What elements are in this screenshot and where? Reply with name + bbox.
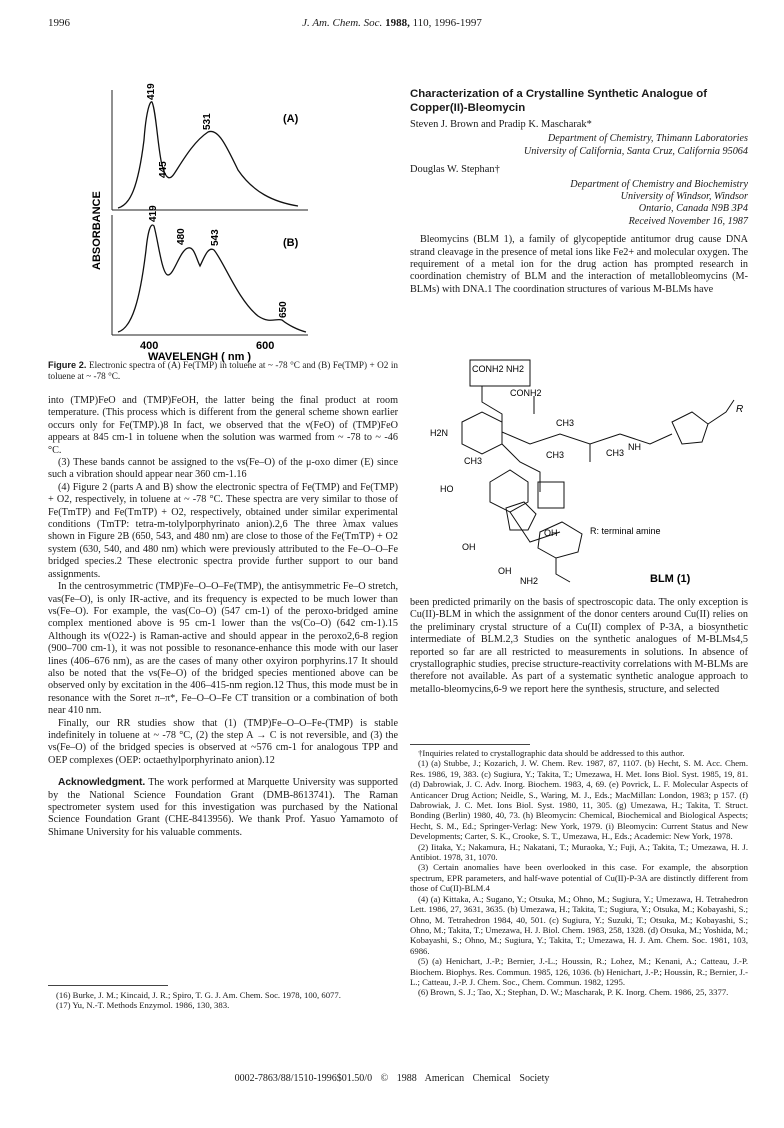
left-paragraph: (3) These bands cannot be assigned to the νs(Fe–O) of the μ-oxo dimer (E) since such a vibration should appear near 360 cm-1.16	[48, 457, 398, 481]
footnote: (1) (a) Stubbe, J.; Kozarich, J. W. Chem. Rev. 1987, 87, 1107. (b) Hecht, S. M. Acc. Chem. Res. 1986, 19, 383. (c) Sugiura, Y.; Takita, T.; Umezawa, H. Met. Ions Biol. Syst. 1985, 19, 81. (d) Dabrowiak, J. C. Adv. Inorg. Biochem. 1983, 4, 69. (e) Povrick, L. F. Molecular Aspects of Anticancer Drug Action; Neidle, S., Waring, M. J., Eds.; MacMillan: London, 1983; p 157. (f) Dabrowiak, J. C. Met. Ions Biol. Syst. 1980, 11, 305. (g) Umezawa, H.; Takita, T. Struct. Bonding (Berlin) 1980, 40, 73. (h) Bleomycin: Chemical, Biochemical and Biological Aspects; Hecht, S. M., Ed.; Springer-Verlag: New York, 1979. (i) Bleomycin: Current Status and New Developments; Carter, S. K., Crooke, S. T., Umezawa, H., Eds.; Academic: New York, 1978.	[410, 758, 748, 842]
right-footnotes	[410, 748, 748, 998]
authors-2: Douglas W. Stephan†	[410, 164, 500, 176]
affiliation-line: Department of Chemistry, Thimann Laboratories	[547, 133, 748, 145]
journal-year: 1988,	[385, 17, 410, 29]
label-h2n: H2N	[430, 428, 449, 438]
label-ch3-c: CH3	[546, 450, 565, 460]
caption-label: Figure 2.	[48, 360, 87, 370]
label-ch3-b: CH3	[464, 456, 483, 466]
page-number: 1996	[48, 17, 70, 29]
affiliation-line: University of California, Santa Cruz, California 95064	[523, 145, 748, 157]
label-nh2-b: NH2	[520, 576, 539, 586]
figure-2-caption	[48, 360, 398, 382]
figure-2-spectra	[48, 70, 398, 370]
affiliation-line: Department of Chemistry and Biochemistry	[570, 178, 748, 190]
left-paragraph: Finally, our RR studies show that (1) (TMP)Fe–O–O–Fe-(TMP) is stable indefinitely in toluene at ~ -78 °C, (2) the step A → C is not reversible, and (3) the νs(Fe–O) of the bridged species is observed at ~576 cm-1 for analogous TPP and OEP complexes (OEP: octaethylporphyrinato anion).12	[48, 717, 398, 766]
label-ch3-a: CH3	[556, 418, 575, 428]
compound-label: BLM (1)	[650, 573, 691, 585]
affiliation-2	[410, 179, 748, 229]
left-column	[48, 395, 398, 839]
page-footer	[0, 1073, 784, 1084]
continued-paragraph: been predicted primarily on the basis of spectroscopic data. The only exception is Cu(II)-BLM in which the assignment of the donor centers around Cu(II) relies on the preliminary crystal structure of a Cu(II) complex of P-3A, a biosynthetic intermediate of BLM.2,3 Studies on the synthetic analogues of M-BLMs4,5 reported so far are all restricted to measurements in solutions. In absence of crystallographic studies, precise structure-reactivity correlations with M-BLMs are therefore not available. As part of a systematic synthetic analogue approach to metallo-bleomycins,6-9 we report here the synthesis, structure, and selected	[410, 597, 748, 695]
ack-label: Acknowledgment.	[58, 777, 146, 789]
received-date: Received November 16, 1987	[628, 215, 748, 227]
running-head	[0, 17, 784, 29]
y-axis-label: ABSORBANCE	[91, 191, 103, 270]
right-column	[410, 88, 748, 296]
label-conh2-a: CONH2	[472, 364, 504, 374]
peak-a-445: 445	[158, 161, 169, 178]
label-r-definition: R: terminal amine	[590, 526, 661, 536]
affiliation-line: Ontario, Canada N9B 3P4	[638, 203, 748, 215]
bleomycin-structure	[410, 352, 748, 592]
label-r: R	[736, 404, 744, 415]
footnote: (5) (a) Henichart, J.-P.; Bernier, J.-L.; Houssin, R.; Lohez, M.; Kenani, A.; Catteau, J.-P. Biochem. Biophys. Res. Commun. 1985, 126, 1036. (b) Henichart, J.-P.; Houssin, R.; Bernier, J.-L.; Catteau, J.-P. J. Chem. Soc., Chem. Commun. 1982, 1295.	[410, 956, 748, 987]
footnote: (4) (a) Kittaka, A.; Sugano, Y.; Otsuka, M.; Ohno, M.; Sugiura, Y.; Umezawa, H. Tetrahedron Lett. 1986, 27, 3631, 3635. (b) Umezawa, H.; Takita, T.; Sugiura, Y.; Otsuka, M.; Kobayashi, S.; Ohno, M. Tetrahedron 1984, 40, 501. (c) Sugiura, Y.; Suzuki, T.; Otsuka, M.; Kobayashi, S.; Ohno, M.; Takita, T.; Umezawa, H. J. Biol. Chem. 1983, 258, 1328. (d) Otsuka, M.; Yoshida, M.; Kobayashi, S.; Ohno, M.; Sugiura, Y.; Takita, T.; Umezawa, H. J. Am. Chem. Soc. 1981, 103, 6986.	[410, 893, 748, 956]
label-oh-a: OH	[462, 542, 476, 552]
peak-a-419: 419	[146, 83, 157, 100]
right-column-continued	[410, 597, 748, 696]
x-tick-400: 400	[140, 340, 159, 352]
copyright: © 1988 American Chemical Society	[380, 1073, 550, 1084]
label-ho: HO	[440, 484, 454, 494]
footnote: (16) Burke, J. M.; Kincaid, J. R.; Spiro, T. G. J. Am. Chem. Soc. 1978, 100, 6077.	[56, 990, 341, 1000]
footnote: (2) Iitaka, Y.; Nakamura, H.; Nakatani, T.; Muraoka, Y.; Fuji, A.; Takita, T.; Umezawa, H. J. Antibiot. 1978, 31, 1070.	[410, 841, 748, 863]
peak-a-531: 531	[202, 113, 213, 130]
right-footnote-rule	[410, 744, 530, 745]
peak-b-480: 480	[176, 228, 187, 245]
x-axis-label: WAVELENGH ( nm )	[148, 351, 252, 363]
affiliation-line: University of Windsor, Windsor	[620, 191, 748, 203]
label-conh2-b: CONH2	[510, 388, 542, 398]
journal-volume: 110, 1996-1997	[412, 17, 482, 29]
article-code: 0002-7863/88/1510-1996$01.50/0	[234, 1073, 373, 1084]
footnote: (6) Brown, S. J.; Tao, X.; Stephan, D. W.; Mascharak, P. K. Inorg. Chem. 1986, 25, 3377.	[418, 987, 729, 998]
left-paragraph: In the centrosymmetric (TMP)Fe–O–O–Fe(TMP), the antisymmetric Fe–O stretch, νas(Fe–O), is only IR-active, and its frequency is expected to be much lower than νs(Fe–O). For example, the νas(Co–O) (547 cm-1) of the peroxo-bridged amine complex mentioned above is 95 cm-1 lower than the νs(Co–O) (642 cm-1).15 Although its ν(O22-) is Raman-active and should appear in the peroxo2,6-8 region (900–700 cm-1), it was not possible to resonance-enhance this mode with our laser lines (406–676 nm), as are the cases of many other oxyiron porphyrins.17 It should also be noted that the νs(Fe–O) of the bridged species mentioned above can be observed only by excitation in the 406–415-nm region.12 Thus, this mode must be in resonance with the Soret π–π*, Fe–O–O–Fe CT transition or a combination of both near 410 nm.	[48, 581, 398, 717]
intro-paragraph: Bleomycins (BLM 1), a family of glycopeptide antitumor drug cause DNA strand cleavage in the presence of metal ions like Fe2+ and molecular oxygen. The requirement of a metal ion for the drug action has prompted research in coordination chemistry of BLM and the interaction of metallobleomycins (M-BLMs) with DNA.1 The coordination structures of various M-BLMs have	[410, 234, 748, 295]
label-nh: NH	[628, 442, 641, 452]
left-paragraph: (4) Figure 2 (parts A and B) show the electronic spectra of Fe(TMP) and Fe(TMP) + O2, respectively, in toluene at ~ -78 °C. These spectra are very similar to those of Fe(TmTP) and Fe(TmTP) + O2, respectively, obtained under similar experimental conditions (TmTP: tetra-m-tolylporphyrinato anion).2,6 The three λmax values shown in Figure 2B (650, 543, and 480 nm) are close to those of the Fe(TmTP) + O2 system (630, 540, and 480 nm) which were previously attributed to the Fe–O–O–Fe bridged species.2 These electronic spectra provide further support to our band assignments.	[48, 481, 398, 580]
label-oh-c: OH	[498, 566, 512, 576]
panel-b-label: (B)	[283, 237, 299, 249]
left-footnote-rule	[48, 985, 168, 986]
ack-text: The work performed at Marquette University was supported by the National Science Foundation Grant (DMB-8613741). The Raman spectrometer system used for this investigation was purchased by the National Science Foundation Grant (CHE-8413956). We thank Prof. Yasuo Yamamoto of Shimane University for his valuable comments.	[48, 777, 398, 838]
acknowledgment	[48, 777, 398, 839]
left-paragraph: into (TMP)FeO and (TMP)FeOH, the latter being the final product at room temperature. (This process which is different from the general scheme shown earlier occurs only for Fe(TMP).)8 In fact, we observed that the ν(FeO) of (TMP)FeO appears at 845 cm-1 in toluene when the solution was warmed from ~ -78 to ~ -46 °C.	[48, 395, 398, 456]
left-footnotes	[48, 990, 398, 1011]
caption-text: Electronic spectra of (A) Fe(TMP) in toluene at ~ -78 °C and (B) Fe(TMP) + O2 in toluene at ~ -78 °C.	[48, 360, 398, 381]
panel-a-label: (A)	[283, 113, 299, 125]
x-tick-600: 600	[256, 340, 275, 352]
footnote: †Inquiries related to crystallographic data should be addressed to this author.	[418, 748, 685, 758]
label-oh-b: OH	[544, 528, 558, 538]
article-title: Characterization of a Crystalline Synthetic Analogue of Copper(II)-Bleomycin	[410, 88, 708, 114]
label-nh2: NH2	[506, 364, 525, 374]
peak-b-419: 419	[148, 205, 159, 222]
authors-1: Steven J. Brown and Pradip K. Mascharak*	[410, 119, 592, 130]
footnote: (17) Yu, N.-T. Methods Enzymol. 1986, 130, 383.	[56, 1000, 230, 1011]
footnote: (3) Certain anomalies have been overlooked in this case. For example, the absorption spectrum, EPR parameters, and half-wave potential of Cu(II)-P-3A are distinctly different from those of Cu(II)-BLM.4	[410, 862, 748, 894]
peak-b-543: 543	[210, 229, 221, 246]
affiliation-1	[410, 133, 748, 158]
peak-b-650: 650	[278, 301, 289, 318]
journal-name: J. Am. Chem. Soc.	[302, 17, 383, 29]
label-ch3-d: CH3	[606, 448, 625, 458]
